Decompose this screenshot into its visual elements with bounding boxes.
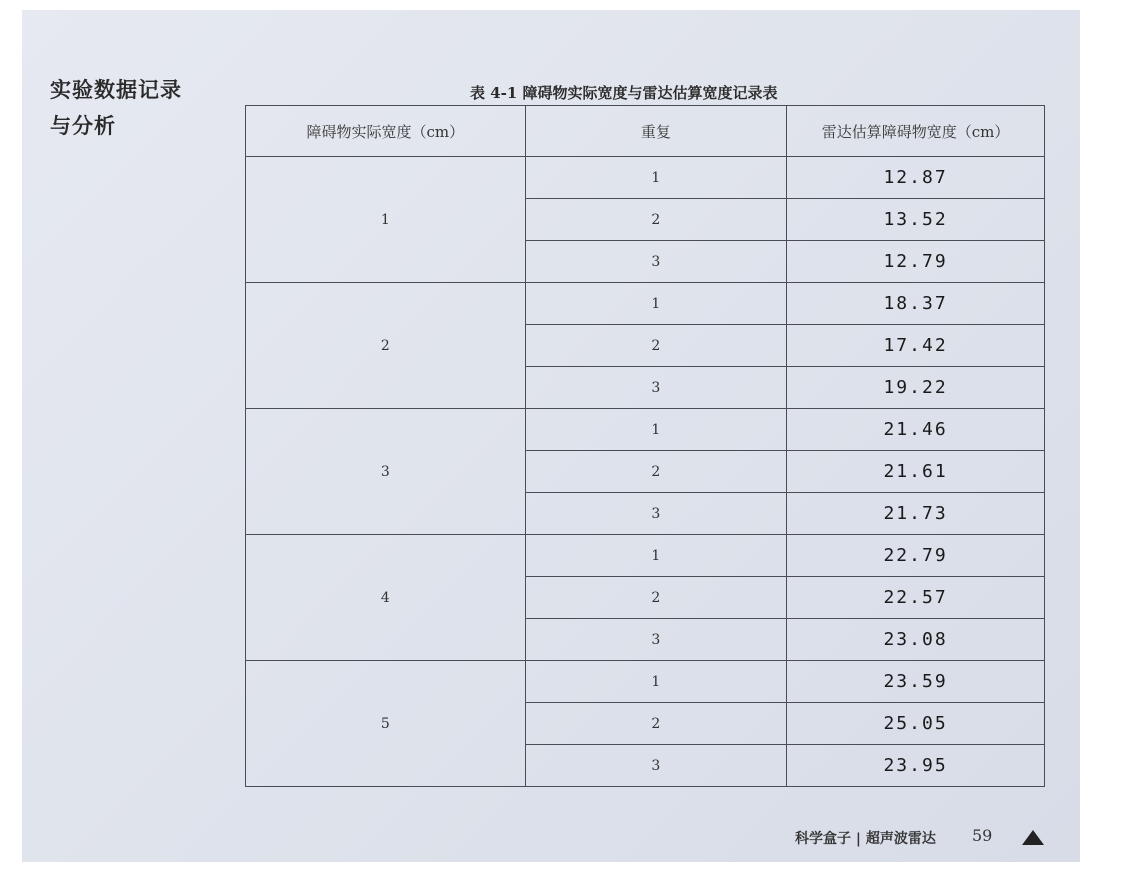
estimated-width-cell: 22.57 bbox=[787, 577, 1045, 619]
section-title-line-2: 与分析 bbox=[50, 113, 116, 138]
repeat-cell: 1 bbox=[525, 283, 787, 325]
repeat-cell: 2 bbox=[525, 703, 787, 745]
repeat-cell: 2 bbox=[525, 577, 787, 619]
repeat-cell: 1 bbox=[525, 409, 787, 451]
repeat-cell: 3 bbox=[525, 241, 787, 283]
estimated-width-cell: 21.73 bbox=[787, 493, 1045, 535]
table-caption: 表 4-1 障碍物实际宽度与雷达估算宽度记录表 bbox=[470, 84, 778, 102]
repeat-cell: 3 bbox=[525, 367, 787, 409]
estimated-width-cell: 21.46 bbox=[787, 409, 1045, 451]
estimated-width-cell: 12.87 bbox=[787, 157, 1045, 199]
header-actual-width: 障碍物实际宽度（cm） bbox=[246, 106, 526, 157]
estimated-width-cell: 12.79 bbox=[787, 241, 1045, 283]
table-row bbox=[246, 157, 1045, 199]
section-title-line-1: 实验数据记录 bbox=[50, 77, 182, 102]
estimated-width-cell: 17.42 bbox=[787, 325, 1045, 367]
table-row bbox=[246, 535, 1045, 577]
estimated-width-cell: 21.61 bbox=[787, 451, 1045, 493]
estimated-width-cell: 13.52 bbox=[787, 199, 1045, 241]
actual-width-cell: 1 bbox=[246, 157, 526, 283]
repeat-cell: 3 bbox=[525, 745, 787, 787]
table-row bbox=[246, 409, 1045, 451]
estimated-width-cell: 18.37 bbox=[787, 283, 1045, 325]
repeat-cell: 1 bbox=[525, 535, 787, 577]
header-repeat: 重复 bbox=[525, 106, 787, 157]
estimated-width-cell: 25.05 bbox=[787, 703, 1045, 745]
table-row bbox=[246, 283, 1045, 325]
section-title bbox=[50, 72, 182, 144]
repeat-cell: 3 bbox=[525, 493, 787, 535]
data-table bbox=[245, 105, 1045, 787]
table-row bbox=[246, 661, 1045, 703]
repeat-cell: 1 bbox=[525, 157, 787, 199]
estimated-width-cell: 22.79 bbox=[787, 535, 1045, 577]
estimated-width-cell: 19.22 bbox=[787, 367, 1045, 409]
repeat-cell: 3 bbox=[525, 619, 787, 661]
estimated-width-cell: 23.95 bbox=[787, 745, 1045, 787]
repeat-cell: 2 bbox=[525, 325, 787, 367]
actual-width-cell: 2 bbox=[246, 283, 526, 409]
header-estimated-width: 雷达估算障碍物宽度（cm） bbox=[787, 106, 1045, 157]
triangle-up-icon bbox=[1022, 830, 1044, 845]
repeat-cell: 2 bbox=[525, 451, 787, 493]
estimated-width-cell: 23.59 bbox=[787, 661, 1045, 703]
actual-width-cell: 4 bbox=[246, 535, 526, 661]
page-number: 59 bbox=[972, 826, 993, 845]
actual-width-cell: 5 bbox=[246, 661, 526, 787]
repeat-cell: 2 bbox=[525, 199, 787, 241]
table-header-row bbox=[246, 106, 1045, 157]
footer-book-title: 科学盒子 | 超声波雷达 bbox=[795, 831, 936, 847]
repeat-cell: 1 bbox=[525, 661, 787, 703]
actual-width-cell: 3 bbox=[246, 409, 526, 535]
estimated-width-cell: 23.08 bbox=[787, 619, 1045, 661]
